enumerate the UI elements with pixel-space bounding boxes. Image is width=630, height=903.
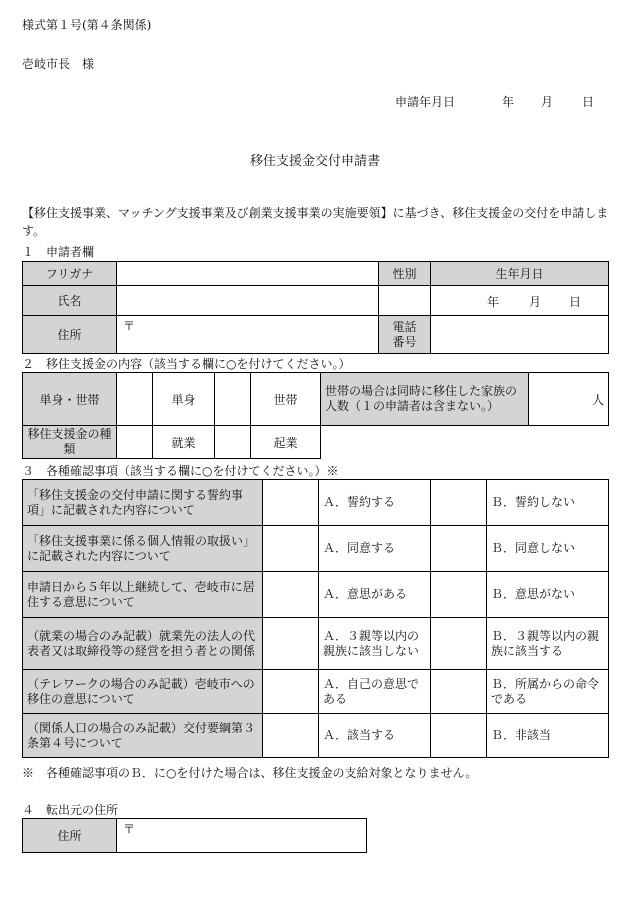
confirmation-table xyxy=(22,479,609,758)
option-a-mark-cell[interactable] xyxy=(263,618,319,670)
household-label: 世帯 xyxy=(251,373,321,426)
document-title: 移住支援金交付申請書 xyxy=(249,154,380,169)
phone-label xyxy=(379,316,431,354)
section4-heading: ４ 転出元の住所 xyxy=(22,803,119,817)
support-content-table xyxy=(22,372,609,459)
confirmation-row xyxy=(23,618,609,670)
birth-year-label: 年 xyxy=(487,295,500,309)
option-a-label: Ａ．該当する xyxy=(319,714,431,758)
option-a-mark-cell[interactable] xyxy=(263,526,319,572)
form-number: 様式第１号(第４条関係) xyxy=(22,18,152,32)
household-mark-cell[interactable] xyxy=(215,373,251,426)
application-day-label: 日 xyxy=(582,95,595,109)
postal-mark: 〒 xyxy=(123,319,136,333)
support-type-label: 移住支援金の種類 xyxy=(23,426,117,459)
single-mark-cell[interactable] xyxy=(117,373,153,426)
employment-label: 就業 xyxy=(153,426,215,459)
option-b-mark-cell[interactable] xyxy=(431,670,487,714)
phone-label-line2: 番号 xyxy=(392,334,417,349)
option-b-label: Ｂ．同意しない xyxy=(487,526,609,572)
option-b-label: Ｂ．所属からの命令である xyxy=(487,670,609,714)
address-label: 住所 xyxy=(23,316,117,354)
addressee: 壱岐市長 様 xyxy=(22,57,95,71)
confirmation-row xyxy=(23,526,609,572)
option-a-label: Ａ．意思がある xyxy=(319,572,431,618)
option-a-mark-cell[interactable] xyxy=(263,670,319,714)
household-members-note: 世帯の場合は同時に移住した家族の人数（１の申請者は含まない。） xyxy=(321,373,529,426)
option-a-label: Ａ．同意する xyxy=(319,526,431,572)
option-b-mark-cell[interactable] xyxy=(431,618,487,670)
confirmation-row xyxy=(23,714,609,758)
option-a-label: Ａ．自己の意思である xyxy=(319,670,431,714)
section3-heading: ３ 各種確認事項（該当する欄に○を付けてください。）※ xyxy=(22,464,339,478)
confirmation-question: （関係人口の場合のみ記載）交付要綱第３条第４号について xyxy=(23,714,263,758)
option-a-mark-cell[interactable] xyxy=(263,572,319,618)
option-b-label: Ｂ．意思がない xyxy=(487,572,609,618)
single-label: 単身 xyxy=(153,373,215,426)
single-or-household-label: 単身・世帯 xyxy=(23,373,117,426)
name-field[interactable] xyxy=(117,286,379,316)
employment-mark-cell[interactable] xyxy=(117,426,153,459)
birthdate-field[interactable] xyxy=(431,286,609,316)
option-a-label: Ａ．３親等以内の親族に該当しない xyxy=(319,618,431,670)
option-b-mark-cell[interactable] xyxy=(431,714,487,758)
address-field[interactable] xyxy=(117,316,379,354)
confirmation-row xyxy=(23,572,609,618)
startup-mark-cell[interactable] xyxy=(215,426,251,459)
birth-day-label: 日 xyxy=(569,295,582,309)
confirmation-question: （テレワークの場合のみ記載）壱岐市への移住の意思について xyxy=(23,670,263,714)
birth-month-label: 月 xyxy=(529,295,542,309)
confirmation-question: 申請日から５年以上継続して、壱岐市に居住する意思について xyxy=(23,572,263,618)
option-a-mark-cell[interactable] xyxy=(263,714,319,758)
furigana-label: フリガナ xyxy=(23,262,117,286)
option-b-mark-cell[interactable] xyxy=(431,526,487,572)
confirmation-question: 「移住支援金の交付申請に関する誓約事項」に記載された内容について xyxy=(23,480,263,526)
option-a-mark-cell[interactable] xyxy=(263,480,319,526)
intro-paragraph: 【移住支援事業、マッチング支援事業及び創業支援事業の実施要領】に基づき、移住支援金の交付を申請します。 xyxy=(22,206,609,238)
application-month-label: 月 xyxy=(541,95,554,109)
application-date-label: 申請年月日 xyxy=(395,95,456,109)
phone-label-line1: 電話 xyxy=(392,319,417,334)
footnote: ※ 各種確認事項のＢ．に○を付けた場合は、移住支援金の支給対象となりません。 xyxy=(22,766,478,780)
persons-unit: 人 xyxy=(591,392,604,407)
gender-label: 性別 xyxy=(379,262,431,286)
gender-field[interactable] xyxy=(379,286,431,316)
confirmation-row xyxy=(23,670,609,714)
applicant-table xyxy=(22,261,609,354)
furigana-field[interactable] xyxy=(117,262,379,286)
name-label: 氏名 xyxy=(23,286,117,316)
startup-label: 起業 xyxy=(251,426,321,459)
confirmation-question: 「移住支援事業に係る個人情報の取扱い」に記載された内容について xyxy=(23,526,263,572)
option-a-label: Ａ．誓約する xyxy=(319,480,431,526)
confirmation-row xyxy=(23,480,609,526)
phone-field[interactable] xyxy=(431,316,609,354)
blank-cell xyxy=(321,426,529,459)
confirmation-question: （就業の場合のみ記載）就業先の法人の代表者又は取締役等の経営を担う者との関係 xyxy=(23,618,263,670)
blank-cell xyxy=(529,426,609,459)
previous-address-table xyxy=(22,818,367,853)
option-b-label: Ｂ．誓約しない xyxy=(487,480,609,526)
previous-address-label: 住所 xyxy=(23,819,117,853)
option-b-label: Ｂ．非該当 xyxy=(487,714,609,758)
section2-heading: ２ 移住支援金の内容（該当する欄に○を付けてください。） xyxy=(22,357,351,371)
household-members-field[interactable] xyxy=(529,373,609,426)
application-year-label: 年 xyxy=(502,95,515,109)
birthdate-label: 生年月日 xyxy=(431,262,609,286)
section1-heading: １ 申請者欄 xyxy=(22,245,95,259)
option-b-mark-cell[interactable] xyxy=(431,480,487,526)
option-b-label: Ｂ．３親等以内の親族に該当する xyxy=(487,618,609,670)
postal-mark: 〒 xyxy=(123,822,136,836)
previous-address-field[interactable] xyxy=(117,819,367,853)
option-b-mark-cell[interactable] xyxy=(431,572,487,618)
